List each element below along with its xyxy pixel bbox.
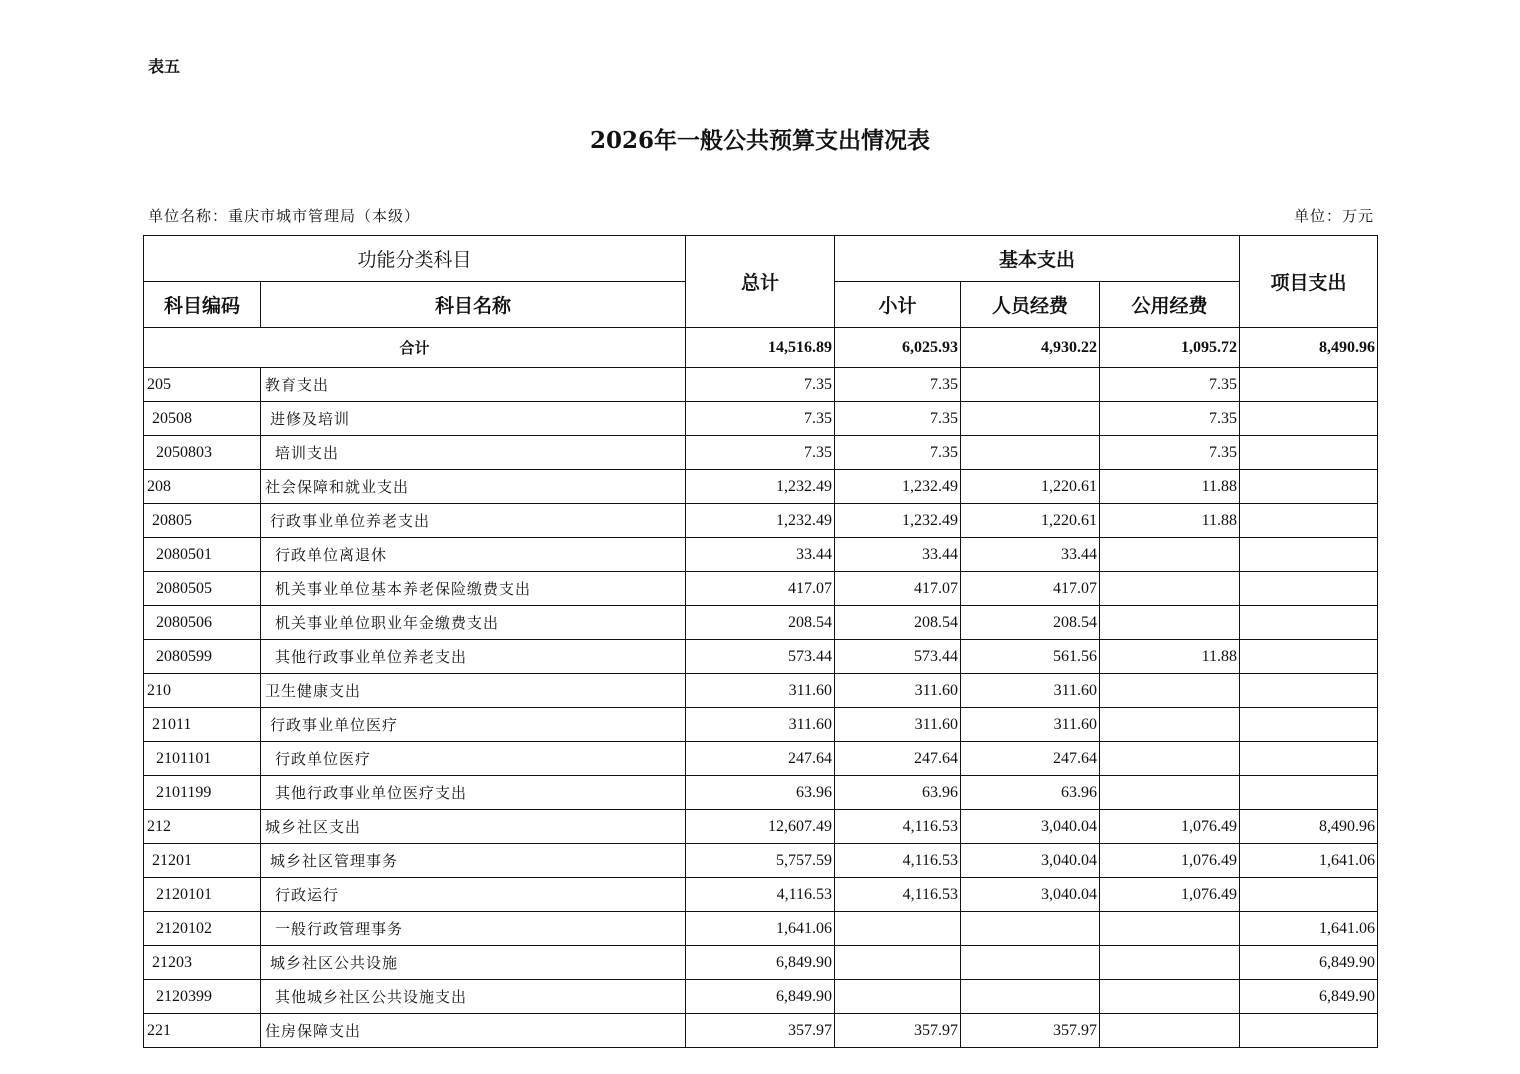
public-cell: [1100, 538, 1240, 572]
public-cell: 7.35: [1100, 402, 1240, 436]
public-cell: [1100, 1014, 1240, 1048]
personnel-cell: 3,040.04: [961, 878, 1100, 912]
table-row: [144, 742, 1378, 776]
table-row: [144, 606, 1378, 640]
personnel-cell: [961, 402, 1100, 436]
personnel-cell: 1,220.61: [961, 504, 1100, 538]
total-subtotal: 6,025.93: [835, 328, 961, 368]
personnel-cell: 247.64: [961, 742, 1100, 776]
table-row: [144, 878, 1378, 912]
subject-name-cell: 其他行政事业单位医疗支出: [261, 776, 686, 810]
table-row: [144, 402, 1378, 436]
total-cell: 1,641.06: [686, 912, 835, 946]
subject-name-cell: 培训支出: [261, 436, 686, 470]
subtotal-cell: 33.44: [835, 538, 961, 572]
public-cell: [1100, 946, 1240, 980]
personnel-cell: 417.07: [961, 572, 1100, 606]
subject-code-cell: 205: [144, 368, 261, 402]
subject-name-cell: 城乡社区管理事务: [261, 844, 686, 878]
total-cell: 7.35: [686, 436, 835, 470]
public-cell: 11.88: [1100, 504, 1240, 538]
subject-code-cell: 2120102: [144, 912, 261, 946]
subject-name-cell: 一般行政管理事务: [261, 912, 686, 946]
subtotal-cell: 63.96: [835, 776, 961, 810]
subtotal-cell: [835, 912, 961, 946]
table-row: [144, 674, 1378, 708]
budget-table: [143, 235, 1378, 1048]
subtotal-cell: 1,232.49: [835, 504, 961, 538]
subject-code-cell: 2120399: [144, 980, 261, 1014]
table-row: [144, 776, 1378, 810]
table-row: [144, 572, 1378, 606]
personnel-cell: [961, 436, 1100, 470]
table-row: [144, 946, 1378, 980]
total-cell: 6,849.90: [686, 946, 835, 980]
project-expenditure-header: 项目支出: [1240, 236, 1378, 328]
unit-name-label: 单位名称：重庆市城市管理局（本级）: [148, 207, 421, 225]
public-cell: [1100, 606, 1240, 640]
project-cell: 1,641.06: [1240, 912, 1378, 946]
public-cell: 11.88: [1100, 470, 1240, 504]
subject-code-cell: 20805: [144, 504, 261, 538]
currency-unit-label: 单位：万元: [1293, 207, 1374, 225]
total-public: 1,095.72: [1100, 328, 1240, 368]
subject-name-cell: 机关事业单位职业年金缴费支出: [261, 606, 686, 640]
project-cell: [1240, 878, 1378, 912]
subtotal-cell: 311.60: [835, 674, 961, 708]
subject-name-cell: 社会保障和就业支出: [261, 470, 686, 504]
project-cell: [1240, 504, 1378, 538]
subject-code-cell: 21201: [144, 844, 261, 878]
basic-expenditure-header: 基本支出: [835, 236, 1240, 282]
total-cell: 7.35: [686, 402, 835, 436]
subject-name-cell: 卫生健康支出: [261, 674, 686, 708]
subject-code-cell: 20508: [144, 402, 261, 436]
project-cell: [1240, 708, 1378, 742]
project-cell: [1240, 402, 1378, 436]
subtotal-header: 小计: [835, 282, 961, 328]
subtotal-cell: 417.07: [835, 572, 961, 606]
subtotal-cell: 357.97: [835, 1014, 961, 1048]
total-cell: 417.07: [686, 572, 835, 606]
personnel-cell: 1,220.61: [961, 470, 1100, 504]
subject-name-cell: 行政单位医疗: [261, 742, 686, 776]
page-title: 2026年一般公共预算支出情况表: [589, 127, 930, 154]
public-cell: [1100, 572, 1240, 606]
public-cell: [1100, 980, 1240, 1014]
total-cell: 33.44: [686, 538, 835, 572]
subtotal-cell: 4,116.53: [835, 810, 961, 844]
table-number-label: 表五: [148, 57, 181, 76]
project-cell: 6,849.90: [1240, 946, 1378, 980]
subject-code-cell: 2101101: [144, 742, 261, 776]
project-cell: [1240, 776, 1378, 810]
personnel-cell: [961, 980, 1100, 1014]
subject-code-header: 科目编码: [144, 282, 261, 328]
subtotal-cell: 4,116.53: [835, 844, 961, 878]
total-cell: 1,232.49: [686, 470, 835, 504]
total-header: 总计: [686, 236, 835, 328]
subject-name-cell: 进修及培训: [261, 402, 686, 436]
subtotal-cell: 7.35: [835, 436, 961, 470]
public-cell: 7.35: [1100, 436, 1240, 470]
project-cell: 8,490.96: [1240, 810, 1378, 844]
subject-name-cell: 城乡社区公共设施: [261, 946, 686, 980]
header-row-1: [144, 236, 1378, 282]
subject-name-cell: 机关事业单位基本养老保险缴费支出: [261, 572, 686, 606]
project-cell: 1,641.06: [1240, 844, 1378, 878]
personnel-cell: [961, 946, 1100, 980]
total-cell: 208.54: [686, 606, 835, 640]
project-cell: 6,849.90: [1240, 980, 1378, 1014]
total-row: [144, 328, 1378, 368]
public-cell: [1100, 674, 1240, 708]
total-cell: 6,849.90: [686, 980, 835, 1014]
project-cell: [1240, 538, 1378, 572]
total-cell: 311.60: [686, 708, 835, 742]
table-row: [144, 470, 1378, 504]
total-label: 合计: [144, 328, 686, 368]
personnel-cell: [961, 912, 1100, 946]
personnel-cell: 3,040.04: [961, 844, 1100, 878]
subtotal-cell: 7.35: [835, 402, 961, 436]
total-cell: 12,607.49: [686, 810, 835, 844]
public-cell: 7.35: [1100, 368, 1240, 402]
total-cell: 357.97: [686, 1014, 835, 1048]
project-cell: [1240, 436, 1378, 470]
subject-name-cell: 行政单位离退休: [261, 538, 686, 572]
table-row: [144, 980, 1378, 1014]
project-cell: [1240, 674, 1378, 708]
total-cell: 573.44: [686, 640, 835, 674]
public-cell: 1,076.49: [1100, 810, 1240, 844]
table-row: [144, 504, 1378, 538]
function-category-header: 功能分类科目: [144, 236, 686, 282]
table-row: [144, 708, 1378, 742]
subtotal-cell: 573.44: [835, 640, 961, 674]
total-cell: 4,116.53: [686, 878, 835, 912]
subtotal-cell: [835, 980, 961, 1014]
total-cell: 7.35: [686, 368, 835, 402]
table-row: [144, 1014, 1378, 1048]
total-amount: 14,516.89: [686, 328, 835, 368]
total-cell: 311.60: [686, 674, 835, 708]
subject-code-cell: 208: [144, 470, 261, 504]
public-cost-header: 公用经费: [1100, 282, 1240, 328]
personnel-cell: 561.56: [961, 640, 1100, 674]
subject-code-cell: 21011: [144, 708, 261, 742]
table-row: [144, 912, 1378, 946]
subtotal-cell: 7.35: [835, 368, 961, 402]
project-cell: [1240, 572, 1378, 606]
table-row: [144, 640, 1378, 674]
public-cell: [1100, 776, 1240, 810]
personnel-cell: 311.60: [961, 674, 1100, 708]
public-cell: [1100, 912, 1240, 946]
personnel-cell: 63.96: [961, 776, 1100, 810]
public-cell: [1100, 708, 1240, 742]
subject-name-header: 科目名称: [261, 282, 686, 328]
project-cell: [1240, 368, 1378, 402]
subject-name-cell: 其他行政事业单位养老支出: [261, 640, 686, 674]
subject-code-cell: 212: [144, 810, 261, 844]
subtotal-cell: 247.64: [835, 742, 961, 776]
project-cell: [1240, 606, 1378, 640]
subject-code-cell: 2080506: [144, 606, 261, 640]
subtotal-cell: 1,232.49: [835, 470, 961, 504]
public-cell: 11.88: [1100, 640, 1240, 674]
subtotal-cell: 208.54: [835, 606, 961, 640]
subject-name-cell: 行政事业单位医疗: [261, 708, 686, 742]
subject-code-cell: 2080505: [144, 572, 261, 606]
table-row: [144, 810, 1378, 844]
public-cell: 1,076.49: [1100, 844, 1240, 878]
subtotal-cell: 311.60: [835, 708, 961, 742]
total-project: 8,490.96: [1240, 328, 1378, 368]
table-row: [144, 436, 1378, 470]
subject-code-cell: 221: [144, 1014, 261, 1048]
subject-name-cell: 教育支出: [261, 368, 686, 402]
subject-name-cell: 城乡社区支出: [261, 810, 686, 844]
subject-code-cell: 2080501: [144, 538, 261, 572]
personnel-cell: 208.54: [961, 606, 1100, 640]
subject-name-cell: 行政运行: [261, 878, 686, 912]
subject-code-cell: 2120101: [144, 878, 261, 912]
subtotal-cell: 4,116.53: [835, 878, 961, 912]
public-cell: 1,076.49: [1100, 878, 1240, 912]
subject-code-cell: 2050803: [144, 436, 261, 470]
public-cell: [1100, 742, 1240, 776]
subject-code-cell: 210: [144, 674, 261, 708]
subject-name-cell: 住房保障支出: [261, 1014, 686, 1048]
personnel-cell: 33.44: [961, 538, 1100, 572]
table-row: [144, 538, 1378, 572]
personnel-cost-header: 人员经费: [961, 282, 1100, 328]
subject-code-cell: 21203: [144, 946, 261, 980]
project-cell: [1240, 742, 1378, 776]
subject-code-cell: 2101199: [144, 776, 261, 810]
table-row: [144, 368, 1378, 402]
total-cell: 247.64: [686, 742, 835, 776]
subtotal-cell: [835, 946, 961, 980]
total-personnel: 4,930.22: [961, 328, 1100, 368]
subject-code-cell: 2080599: [144, 640, 261, 674]
total-cell: 63.96: [686, 776, 835, 810]
total-cell: 1,232.49: [686, 504, 835, 538]
project-cell: [1240, 1014, 1378, 1048]
personnel-cell: [961, 368, 1100, 402]
personnel-cell: 311.60: [961, 708, 1100, 742]
table-row: [144, 844, 1378, 878]
personnel-cell: 357.97: [961, 1014, 1100, 1048]
project-cell: [1240, 640, 1378, 674]
personnel-cell: 3,040.04: [961, 810, 1100, 844]
project-cell: [1240, 470, 1378, 504]
subject-name-cell: 其他城乡社区公共设施支出: [261, 980, 686, 1014]
subject-name-cell: 行政事业单位养老支出: [261, 504, 686, 538]
total-cell: 5,757.59: [686, 844, 835, 878]
